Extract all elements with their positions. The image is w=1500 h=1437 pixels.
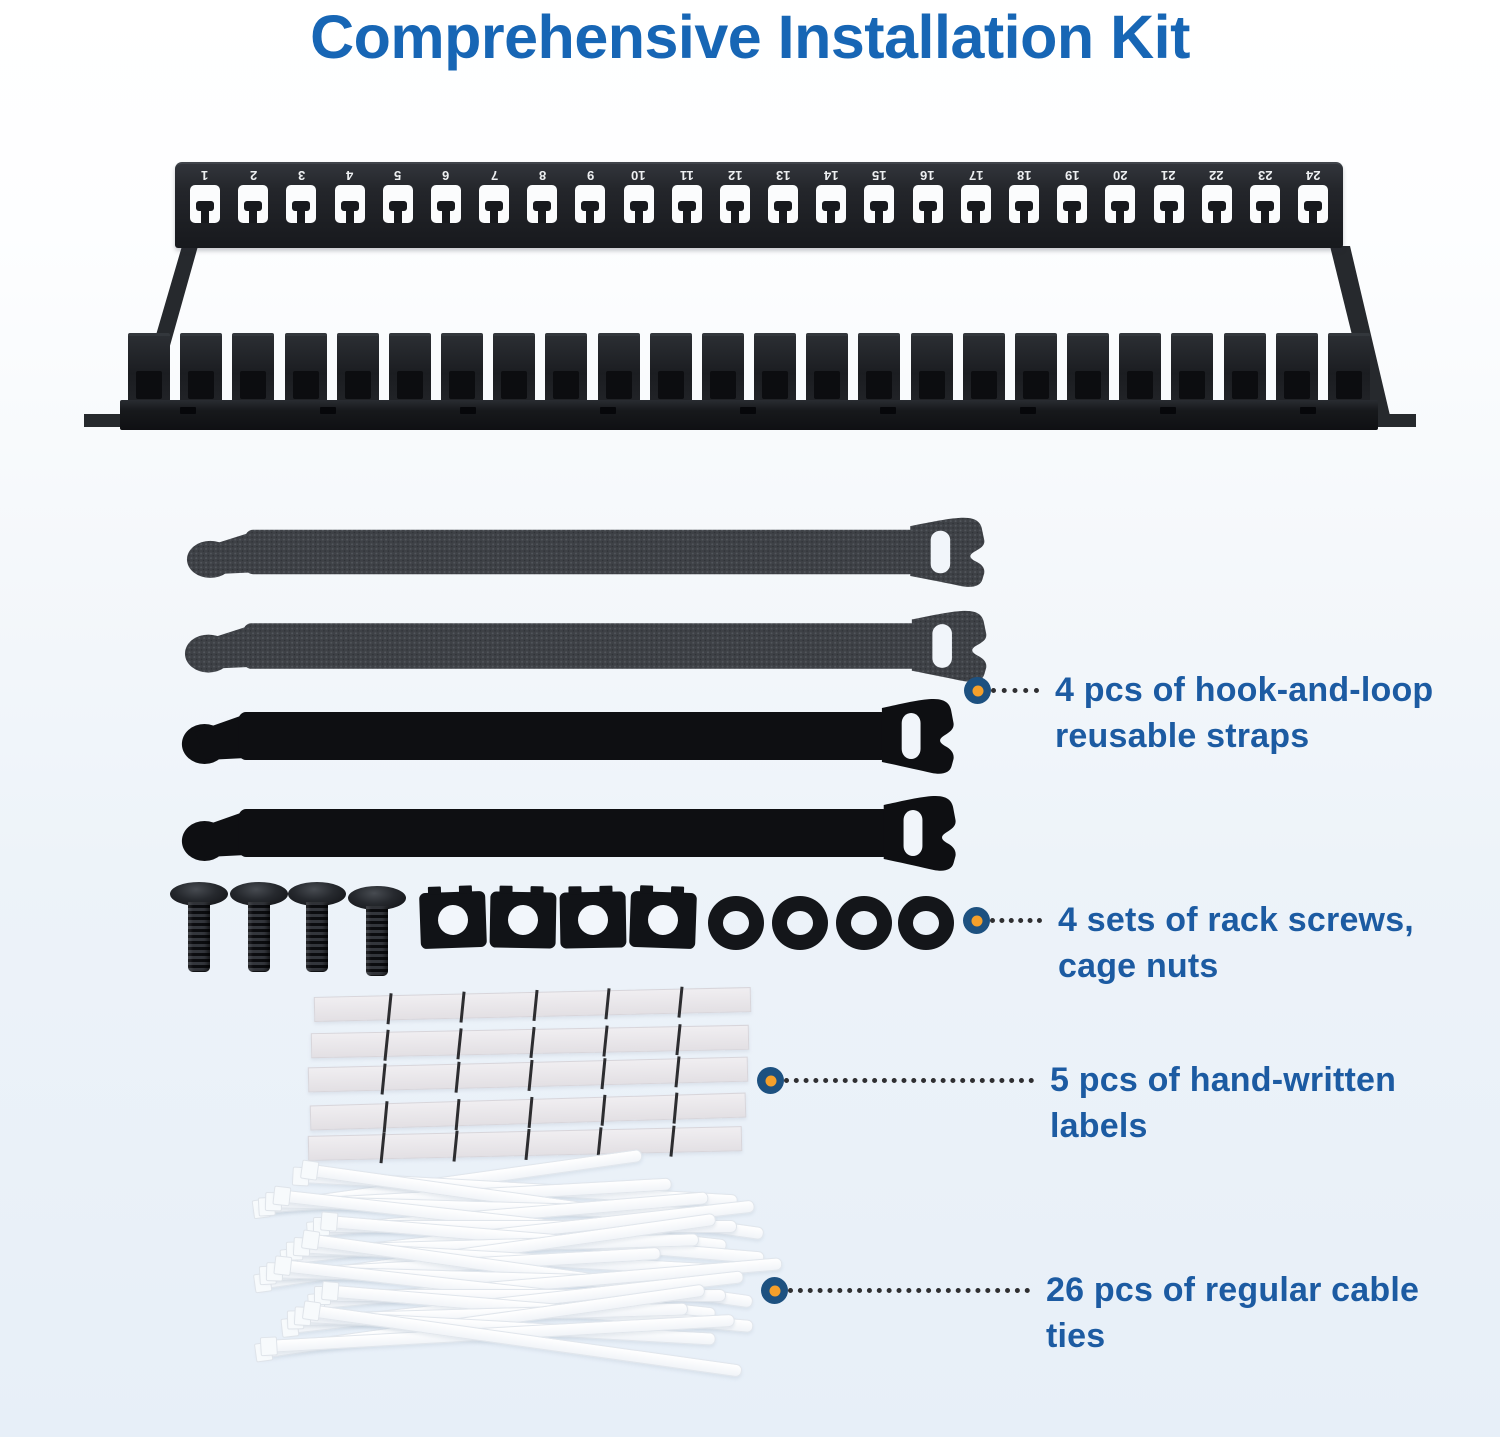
blank-label-strip (311, 1025, 749, 1058)
keystone-holder (754, 333, 796, 404)
panel-port (1289, 164, 1337, 248)
keystone-cutout (431, 185, 461, 223)
keystone-holder (1328, 333, 1370, 404)
keystone-cutout (1250, 185, 1280, 223)
keystone-cutout (1105, 185, 1135, 223)
label-segment-divider (455, 1062, 461, 1093)
dotted-leader-line (784, 1078, 1034, 1083)
panel-rear-modules (128, 333, 1370, 404)
label-segment-divider (383, 1101, 389, 1132)
cable-ties-pile (252, 1176, 762, 1381)
panel-port (663, 164, 711, 248)
callout-straps (964, 671, 1475, 759)
rail-notch (1020, 407, 1036, 414)
keystone-cutout (1154, 185, 1184, 223)
label-segment-divider (602, 1025, 608, 1056)
keystone-holder (128, 333, 170, 404)
callout-label: 4 sets of rack screws, cage nuts (1058, 901, 1414, 985)
port-number-label: 14 (824, 168, 839, 183)
keystone-holder (545, 333, 587, 404)
port-number-label: 18 (1016, 168, 1032, 183)
label-segment-divider (674, 1056, 680, 1087)
washer (772, 896, 828, 950)
panel-port (615, 164, 663, 248)
keystone-cutout (1057, 185, 1087, 223)
label-segment-divider (380, 1132, 386, 1163)
rail-notch (600, 407, 616, 414)
screw-thread (248, 902, 270, 972)
rail-notch (1160, 407, 1176, 414)
keystone-holder (911, 333, 953, 404)
keystone-holder (1119, 333, 1161, 404)
port-number-label: 8 (538, 168, 546, 183)
blank-label-strip (308, 1057, 748, 1093)
port-number-label: 12 (727, 168, 743, 183)
hook-and-loop-strap-textured (185, 515, 993, 589)
port-number-label: 13 (775, 168, 791, 183)
cage-nuts-group (420, 892, 710, 962)
label-segment-divider (453, 1131, 459, 1162)
dotted-leader-line (991, 688, 1039, 693)
callout-screws-nuts (963, 901, 1478, 989)
keystone-cutout (1202, 185, 1232, 223)
blank-label-strip (314, 987, 751, 1022)
dotted-leader-line (990, 918, 1042, 923)
rack-screw (288, 882, 346, 972)
rack-screw (348, 886, 406, 976)
hand-written-labels-group (308, 992, 758, 1164)
label-segment-divider (387, 993, 393, 1024)
label-segment-divider (460, 992, 466, 1023)
keystone-holder (1276, 333, 1318, 404)
panel-port (374, 164, 422, 248)
keystone-cutout (190, 185, 220, 223)
port-number-label: 23 (1257, 168, 1273, 183)
panel-port (807, 164, 855, 248)
keystone-cutout (720, 185, 750, 223)
panel-port (1193, 164, 1241, 248)
port-number-label: 5 (394, 168, 402, 183)
cage-nut (419, 891, 487, 949)
label-segment-divider (528, 1097, 534, 1128)
panel-port (759, 164, 807, 248)
keystone-cutout (768, 185, 798, 223)
rail-notch (1300, 407, 1316, 414)
panel-port (711, 164, 759, 248)
keystone-cutout (961, 185, 991, 223)
label-segment-divider (669, 1126, 675, 1157)
hook-and-loop-strap-solid (180, 793, 964, 873)
port-number-label: 2 (249, 168, 257, 183)
keystone-holder (598, 333, 640, 404)
keystone-holder (858, 333, 900, 404)
panel-rear-rail (120, 400, 1378, 430)
label-segment-divider (529, 1027, 535, 1058)
panel-port (952, 164, 1000, 248)
keystone-cutout (816, 185, 846, 223)
panel-port (422, 164, 470, 248)
rail-notch (740, 407, 756, 414)
label-segment-divider (675, 1024, 681, 1055)
keystone-holder (806, 333, 848, 404)
cage-nut (560, 891, 627, 948)
callout-labels (757, 1061, 1470, 1149)
keystone-cutout (238, 185, 268, 223)
panel-port (855, 164, 903, 248)
panel-port (904, 164, 952, 248)
keystone-cutout (527, 185, 557, 223)
keystone-holder (285, 333, 327, 404)
label-segment-divider (455, 1099, 461, 1130)
keystone-cutout (672, 185, 702, 223)
keystone-holder (441, 333, 483, 404)
label-segment-divider (524, 1129, 530, 1160)
rack-screw (230, 882, 288, 972)
port-number-label: 22 (1209, 168, 1224, 183)
panel-port-row (175, 162, 1343, 248)
label-segment-divider (604, 988, 610, 1019)
keystone-holder (963, 333, 1005, 404)
panel-port (1048, 164, 1096, 248)
port-number-label: 10 (631, 168, 646, 183)
label-segment-divider (381, 1063, 387, 1094)
callout-label: 4 pcs of hook-and-loop reusable straps (1055, 671, 1434, 755)
keystone-holder (1015, 333, 1057, 404)
callout-bullet-icon (964, 677, 991, 704)
washer (708, 896, 764, 950)
panel-port (1241, 164, 1289, 248)
panel-port (470, 164, 518, 248)
port-number-label: 1 (201, 168, 209, 183)
panel-port (277, 164, 325, 248)
callout-label: 5 pcs of hand-written labels (1050, 1061, 1397, 1145)
label-segment-divider (383, 1030, 389, 1061)
washers-group (708, 896, 968, 956)
label-segment-divider (601, 1095, 607, 1126)
label-segment-divider (677, 987, 683, 1018)
keystone-cutout (479, 185, 509, 223)
washer (836, 896, 892, 950)
cage-nut (490, 891, 557, 948)
keystone-holder (337, 333, 379, 404)
keystone-cutout (624, 185, 654, 223)
port-number-label: 9 (586, 168, 595, 183)
panel-port (1144, 164, 1192, 248)
port-number-label: 20 (1113, 168, 1128, 183)
rail-notch (460, 407, 476, 414)
rail-notch (320, 407, 336, 414)
rail-notch (180, 407, 196, 414)
label-segment-divider (532, 990, 538, 1021)
keystone-holder (650, 333, 692, 404)
screw-thread (188, 902, 210, 972)
panel-port (518, 164, 566, 248)
hook-and-loop-strap-solid (180, 696, 962, 776)
port-number-label: 7 (490, 168, 498, 183)
keystone-holder (1171, 333, 1213, 404)
screw-thread (366, 906, 388, 976)
callout-bullet-icon (757, 1067, 784, 1094)
label-segment-divider (600, 1058, 606, 1089)
port-number-label: 17 (968, 168, 984, 183)
keystone-cutout (1009, 185, 1039, 223)
keystone-holder (1067, 333, 1109, 404)
keystone-cutout (383, 185, 413, 223)
callout-bullet-icon (963, 907, 990, 934)
keystone-cutout (864, 185, 894, 223)
port-number-label: 15 (872, 168, 887, 183)
callout-cable-ties (761, 1271, 1466, 1359)
washer (898, 896, 954, 950)
port-number-label: 19 (1064, 168, 1080, 183)
keystone-holder (702, 333, 744, 404)
label-segment-divider (528, 1060, 534, 1091)
keystone-holder (493, 333, 535, 404)
rail-notch (880, 407, 896, 414)
screw-thread (306, 902, 328, 972)
keystone-cutout (575, 185, 605, 223)
keystone-holder (389, 333, 431, 404)
rack-screw (170, 882, 228, 972)
label-segment-divider (456, 1028, 462, 1059)
keystone-holder (232, 333, 274, 404)
panel-port (326, 164, 374, 248)
panel-port (229, 164, 277, 248)
hook-and-loop-strap-textured (183, 608, 995, 684)
keystone-holder (180, 333, 222, 404)
port-number-label: 24 (1305, 168, 1321, 183)
keystone-cutout (913, 185, 943, 223)
panel-port (566, 164, 614, 248)
port-number-label: 16 (920, 168, 935, 183)
panel-port (1000, 164, 1048, 248)
keystone-cutout (1298, 185, 1328, 223)
keystone-holder (1224, 333, 1266, 404)
port-number-label: 6 (442, 168, 450, 183)
dotted-leader-line (788, 1288, 1030, 1293)
blank-label-strip (308, 1126, 742, 1161)
rack-screws-group (170, 882, 420, 982)
keystone-cutout (286, 185, 316, 223)
callout-bullet-icon (761, 1277, 788, 1304)
port-number-label: 21 (1161, 168, 1176, 183)
panel-port (181, 164, 229, 248)
port-number-label: 3 (297, 168, 306, 183)
page-title: Comprehensive Installation Kit (310, 3, 1190, 71)
port-number-label: 4 (345, 168, 354, 183)
keystone-cutout (335, 185, 365, 223)
blank-label-strip (310, 1093, 747, 1131)
callout-label: 26 pcs of regular cable ties (1046, 1271, 1420, 1355)
panel-port (1096, 164, 1144, 248)
label-segment-divider (673, 1093, 679, 1124)
cage-nut (629, 891, 697, 949)
port-number-label: 11 (679, 168, 694, 183)
